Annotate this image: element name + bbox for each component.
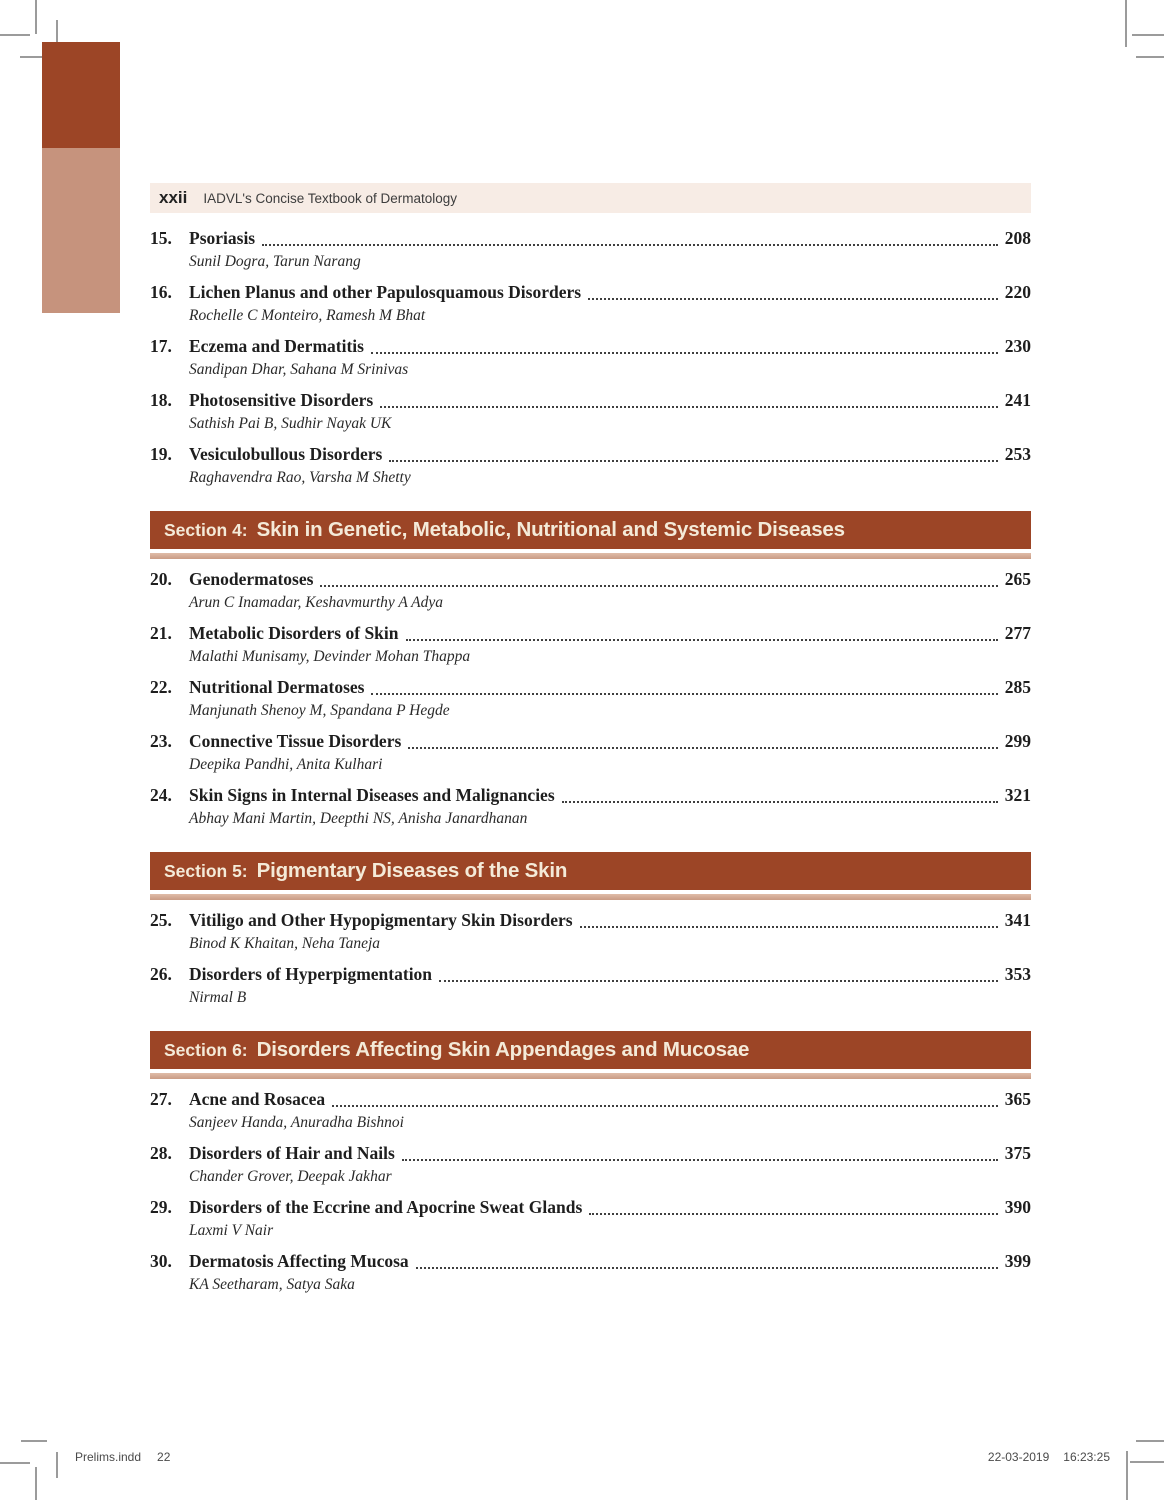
dot-leader — [371, 352, 998, 354]
section-title: Pigmentary Diseases of the Skin — [256, 859, 568, 882]
chapter-title: Photosensitive Disorders — [189, 390, 374, 410]
chapter-number: 27. — [150, 1089, 172, 1109]
toc-entry-line — [150, 729, 1031, 753]
footer-date: 22-03-2019 — [987, 1450, 1050, 1464]
section-title: Disorders Affecting Skin Appendages and Mucosae — [256, 1038, 750, 1061]
chapter-title: Acne and Rosacea — [189, 1089, 326, 1109]
chapter-number: 23. — [150, 731, 172, 751]
footer-time: 16:23:25 — [1063, 1450, 1110, 1464]
chapter-title: Disorders of Hyperpigmentation — [189, 964, 433, 984]
toc-entry — [150, 334, 1031, 379]
chapter-page-number: 365 — [1004, 1089, 1031, 1109]
crop-mark — [1132, 34, 1164, 36]
dot-leader — [262, 244, 998, 246]
chapter-title: Eczema and Dermatitis — [189, 336, 364, 356]
chapter-authors: Sanjeev Handa, Anuradha Bishnoi — [189, 1114, 404, 1131]
toc-entry — [150, 388, 1031, 433]
toc-entry — [150, 1249, 1031, 1294]
chapter-number: 18. — [150, 390, 172, 410]
chapter-title: Connective Tissue Disorders — [189, 731, 402, 751]
chapter-title: Vesiculobullous Disorders — [189, 444, 383, 464]
crop-mark — [0, 34, 30, 36]
chapter-number: 16. — [150, 282, 172, 302]
crop-mark — [1125, 0, 1127, 47]
section-header — [150, 511, 1031, 549]
chapter-title: Lichen Planus and other Papulosquamous Disorders — [189, 282, 582, 302]
chapter-number: 19. — [150, 444, 172, 464]
toc-entry — [150, 1141, 1031, 1186]
crop-mark — [1136, 1440, 1164, 1442]
chapter-number: 20. — [150, 569, 172, 589]
chapter-title: Disorders of Hair and Nails — [189, 1143, 395, 1163]
chapter-number: 29. — [150, 1197, 172, 1217]
toc-entry-line — [150, 280, 1031, 304]
chapter-page-number: 375 — [1004, 1143, 1031, 1163]
dot-leader — [380, 406, 998, 408]
footer-file-info — [75, 1450, 170, 1464]
footer-sheet-number: 22 — [157, 1450, 171, 1464]
chapter-title: Metabolic Disorders of Skin — [189, 623, 399, 643]
crop-mark — [35, 1467, 37, 1500]
dot-leader — [332, 1105, 998, 1107]
chapter-authors: Manjunath Shenoy M, Spandana P Hegde — [189, 702, 450, 719]
section-label: Section 4: — [164, 519, 248, 540]
chapter-authors: Sathish Pai B, Sudhir Nayak UK — [189, 415, 392, 432]
chapter-authors: Binod K Khaitan, Neha Taneja — [189, 935, 381, 952]
running-header — [150, 183, 1031, 213]
chapter-title: Dermatosis Affecting Mucosa — [189, 1251, 409, 1271]
crop-mark — [21, 1440, 47, 1442]
toc-entry-line — [150, 962, 1031, 986]
chapter-title: Disorders of the Eccrine and Apocrine Sweat Glands — [189, 1197, 583, 1217]
chapter-page-number: 277 — [1004, 623, 1031, 643]
dot-leader — [402, 1159, 998, 1161]
chapter-authors: Laxmi V Nair — [189, 1222, 274, 1239]
chapter-number: 21. — [150, 623, 172, 643]
edge-tab-dark — [42, 42, 120, 148]
toc-entry — [150, 1195, 1031, 1240]
dot-leader — [408, 747, 997, 749]
chapter-authors: Abhay Mani Martin, Deepthi NS, Anisha Janardhanan — [189, 810, 528, 827]
chapter-title: Vitiligo and Other Hypopigmentary Skin Disorders — [189, 910, 573, 930]
dot-leader — [580, 926, 998, 928]
chapter-number: 30. — [150, 1251, 172, 1271]
toc-entry-line — [150, 567, 1031, 591]
chapter-number: 17. — [150, 336, 172, 356]
chapter-page-number: 321 — [1004, 785, 1031, 805]
chapter-number: 26. — [150, 964, 172, 984]
chapter-page-number: 390 — [1004, 1197, 1031, 1217]
chapter-page-number: 265 — [1004, 569, 1031, 589]
toc-entry-line — [150, 1141, 1031, 1165]
chapter-page-number: 230 — [1004, 336, 1031, 356]
section-underline — [150, 894, 1031, 900]
toc-entry-line — [150, 1087, 1031, 1111]
dot-leader — [320, 585, 997, 587]
chapter-authors: Raghavendra Rao, Varsha M Shetty — [189, 469, 411, 486]
section-title: Skin in Genetic, Metabolic, Nutritional and Systemic Diseases — [256, 518, 845, 541]
toc-entry — [150, 675, 1031, 720]
dot-leader — [439, 980, 998, 982]
toc-entry-line — [150, 1195, 1031, 1219]
toc-entry-line — [150, 1249, 1031, 1273]
toc-entry-line — [150, 226, 1031, 250]
dot-leader — [589, 1213, 997, 1215]
chapter-page-number: 399 — [1004, 1251, 1031, 1271]
dot-leader — [371, 693, 997, 695]
section-header — [150, 852, 1031, 890]
chapter-page-number: 208 — [1004, 228, 1031, 248]
toc-entry — [150, 442, 1031, 487]
toc-entry — [150, 908, 1031, 953]
chapter-page-number: 299 — [1004, 731, 1031, 751]
chapter-page-number: 253 — [1004, 444, 1031, 464]
dot-leader — [416, 1267, 998, 1269]
chapter-authors: Malathi Munisamy, Devinder Mohan Thappa — [189, 648, 471, 665]
chapter-page-number: 220 — [1004, 282, 1031, 302]
dot-leader — [389, 460, 997, 462]
chapter-title: Psoriasis — [189, 228, 256, 248]
toc-entry-line — [150, 621, 1031, 645]
book-title: IADVL's Concise Textbook of Dermatology — [203, 190, 458, 206]
chapter-authors: Sunil Dogra, Tarun Narang — [189, 253, 361, 270]
toc-entry — [150, 962, 1031, 1007]
footer-file-name: Prelims.indd — [75, 1450, 142, 1464]
chapter-authors: Chander Grover, Deepak Jakhar — [189, 1168, 392, 1185]
chapter-number: 15. — [150, 228, 172, 248]
toc-entry — [150, 567, 1031, 612]
crop-mark — [35, 0, 37, 34]
toc-list — [150, 226, 1031, 1294]
chapter-page-number: 241 — [1004, 390, 1031, 410]
toc-entry — [150, 280, 1031, 325]
chapter-authors: KA Seetharam, Satya Saka — [189, 1276, 355, 1293]
chapter-title: Skin Signs in Internal Diseases and Malignancies — [189, 785, 555, 805]
toc-entry — [150, 621, 1031, 666]
page-number: xxii — [159, 188, 188, 207]
crop-mark — [1136, 56, 1164, 58]
chapter-title: Genodermatoses — [189, 569, 314, 589]
dot-leader — [562, 801, 998, 803]
chapter-authors: Arun C Inamadar, Keshavmurthy A Adya — [189, 594, 444, 611]
toc-entry-line — [150, 442, 1031, 466]
chapter-number: 28. — [150, 1143, 172, 1163]
section-underline — [150, 1073, 1031, 1079]
toc-entry — [150, 226, 1031, 271]
toc-entry — [150, 1087, 1031, 1132]
chapter-page-number: 353 — [1004, 964, 1031, 984]
chapter-number: 24. — [150, 785, 172, 805]
chapter-page-number: 341 — [1004, 910, 1031, 930]
footer-timestamp — [988, 1450, 1110, 1464]
toc-entry — [150, 729, 1031, 774]
chapter-authors: Sandipan Dhar, Sahana M Srinivas — [189, 361, 409, 378]
toc-entry — [150, 783, 1031, 828]
section-label: Section 6: — [164, 1039, 248, 1060]
toc-entry-line — [150, 675, 1031, 699]
dot-leader — [406, 639, 998, 641]
toc-entry-line — [150, 334, 1031, 358]
chapter-title: Nutritional Dermatoses — [189, 677, 365, 697]
toc-entry-line — [150, 388, 1031, 412]
dot-leader — [588, 298, 998, 300]
section-header — [150, 1031, 1031, 1069]
chapter-number: 25. — [150, 910, 172, 930]
chapter-page-number: 285 — [1004, 677, 1031, 697]
section-underline — [150, 553, 1031, 559]
section-label: Section 5: — [164, 860, 248, 881]
toc-entry-line — [150, 908, 1031, 932]
chapter-authors: Nirmal B — [189, 989, 247, 1006]
chapter-authors: Deepika Pandhi, Anita Kulhari — [189, 756, 383, 773]
content-area — [150, 183, 1031, 1303]
footer — [0, 1448, 1164, 1468]
toc-entry-line — [150, 783, 1031, 807]
chapter-authors: Rochelle C Monteiro, Ramesh M Bhat — [189, 307, 426, 324]
edge-tab-light — [42, 148, 120, 313]
chapter-number: 22. — [150, 677, 172, 697]
